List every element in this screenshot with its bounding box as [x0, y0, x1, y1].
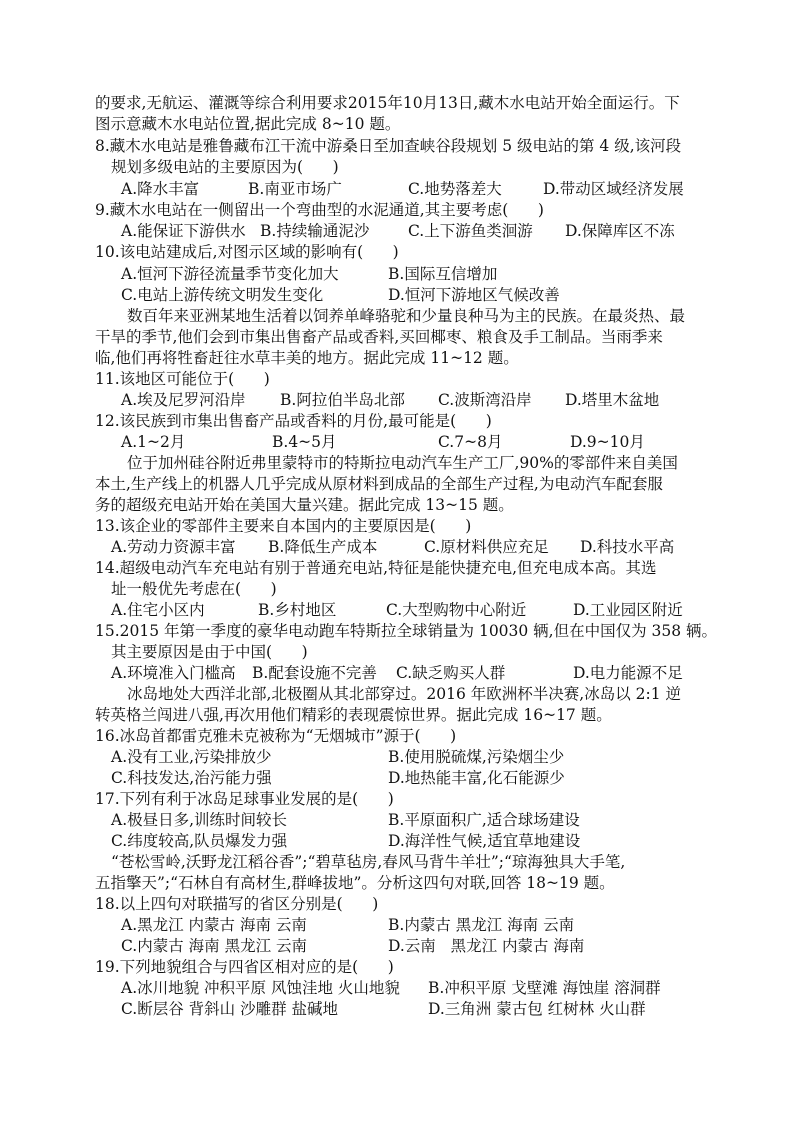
q18-option-d: D.云南 黑龙江 内蒙古 海南 [388, 937, 585, 955]
passage4-line-1: 冰岛地处大西洋北部,北极圈从其北部穿过。2016 年欧洲杯半决赛,冰岛以 2:1 逆 [127, 685, 682, 703]
q15-stem-2: 其主要原因是由于中国( ) [111, 643, 308, 661]
q10-option-c: C.电站上游传统文明发生变化 [121, 286, 324, 304]
passage3-line-1: 位于加州硅谷附近弗里蒙特市的特斯拉电动汽车生产工厂,90%的零部件来自美国 [127, 454, 678, 472]
q8-option-c: C.地势落差大 [408, 180, 502, 198]
q15-option-c: C.缺乏购买人群 [396, 664, 506, 682]
q10-option-d: D.恒河下游地区气候改善 [388, 286, 560, 304]
intro-line-1: 的要求,无航运、灌溉等综合利用要求2015年10月13日,藏木水电站开始全面运行。下 [95, 94, 680, 112]
q13-option-a: A.劳动力资源丰富 [111, 538, 236, 556]
q12-stem: 12.该民族到市集出售畜产品或香料的月份,最可能是( ) [95, 412, 492, 430]
q9-option-b: B.持续输通泥沙 [260, 222, 370, 240]
q17-option-d: D.海洋性气候,适宜草地建设 [388, 832, 581, 850]
q8-stem-1: 8.藏木水电站是雅鲁藏布江干流中游桑日至加查峡谷段规划 5 级电站的第 4 级,该河段 [95, 137, 682, 155]
q8-option-a: A.降水丰富 [121, 180, 200, 198]
q14-option-a: A.住宅小区内 [111, 601, 205, 619]
q11-option-c: C.波斯湾沿岸 [438, 391, 532, 409]
q10-option-a: A.恒河下游径流量季节变化加大 [121, 265, 339, 283]
q11-option-a: A.埃及尼罗河沿岸 [121, 391, 246, 409]
q15-option-a: A.环境准入门槛高 [111, 664, 236, 682]
q18-option-c: C.内蒙古 海南 黑龙江 云南 [121, 937, 308, 955]
q12-option-c: C.7~8月 [438, 433, 503, 451]
q17-stem: 17.下列有利于冰岛足球事业发展的是( ) [95, 790, 394, 808]
q14-stem-2: 址一般优先考虑在( ) [111, 580, 277, 598]
q15-option-b: B.配套设施不完善 [252, 664, 377, 682]
q16-option-a: A.没有工业,污染排放少 [111, 748, 272, 766]
q9-option-a: A.能保证下游供水 [121, 222, 246, 240]
passage3-line-2: 本土,生产线上的机器人几乎完成从原材料到成品的全部生产过程,为电动汽车配套服 [95, 475, 663, 493]
q8-stem-2: 规划多级电站的主要原因为( ) [111, 158, 339, 176]
q14-option-b: B.乡村地区 [258, 601, 337, 619]
passage2-line-3: 临,他们再将牲畜赶往水草丰美的地方。据此完成 11~12 题。 [95, 349, 519, 367]
q8-option-d: D.带动区域经济发展 [543, 180, 684, 198]
q17-option-c: C.纬度较高,队员爆发力强 [111, 832, 288, 850]
q8-option-b: B.南亚市场广 [248, 180, 342, 198]
q13-option-c: C.原材料供应充足 [424, 538, 549, 556]
q10-option-b: B.国际互信增加 [388, 265, 498, 283]
passage5-line-1: “苍松雪岭,沃野龙江稻谷香”;“碧草毡房,春风马背牛羊壮”;“琼海独具大手笔, [111, 853, 626, 871]
q18-option-a: A.黑龙江 内蒙古 海南 云南 [121, 916, 307, 934]
q17-option-a: A.极昼日多,训练时间较长 [111, 811, 288, 829]
q16-option-b: B.使用脱硫煤,污染烟尘少 [388, 748, 565, 766]
q14-option-c: C.大型购物中心附近 [386, 601, 527, 619]
q11-stem: 11.该地区可能位于( ) [95, 370, 270, 388]
q12-option-d: D.9~10月 [570, 433, 645, 451]
q12-option-b: B.4~5月 [272, 433, 337, 451]
q12-option-a: A.1~2月 [121, 433, 186, 451]
q10-stem: 10.该电站建成后,对图示区域的影响有( ) [95, 243, 399, 261]
q19-option-b: B.冲积平原 戈壁滩 海蚀崖 溶洞群 [428, 979, 661, 997]
q18-stem: 18.以上四句对联描写的省区分别是( ) [95, 895, 379, 913]
q14-stem-1: 14.超级电动汽车充电站有别于普通充电站,特征是能快捷充电,但充电成本高。其选 [95, 559, 657, 577]
passage4-line-2: 转英格兰闯进八强,再次用他们精彩的表现震惊世界。据此完成 16~17 题。 [95, 706, 612, 724]
q16-stem: 16.冰岛首都雷克雅未克被称为“无烟城市”源于( ) [95, 727, 457, 745]
q15-option-d: D.电力能源不足 [573, 664, 683, 682]
q13-stem: 13.该企业的零部件主要来自本国内的主要原因是( ) [95, 517, 472, 535]
q19-stem: 19.下列地貌组合与四省区相对应的是( ) [95, 958, 394, 976]
q19-option-d: D.三角洲 蒙古包 红树林 火山群 [428, 1000, 646, 1018]
q18-option-b: B.内蒙古 黑龙江 海南 云南 [388, 916, 575, 934]
passage5-line-2: 五指擎天”;“石林自有高材生,群峰拔地”。分析这四句对联,回答 18~19 题。 [95, 874, 615, 892]
q9-option-c: C.上下游鱼类洄游 [408, 222, 533, 240]
q11-option-d: D.塔里木盆地 [565, 391, 660, 409]
q17-option-b: B.平原面积广,适合球场建设 [388, 811, 580, 829]
q9-option-d: D.保障库区不冻 [565, 222, 675, 240]
q16-option-c: C.科技发达,治污能力强 [111, 769, 272, 787]
q19-option-a: A.冰川地貌 冲积平原 风蚀洼地 火山地貌 [121, 979, 400, 997]
q13-option-d: D.科技水平高 [580, 538, 675, 556]
q19-option-c: C.断层谷 背斜山 沙雕群 盐碱地 [121, 1000, 339, 1018]
q14-option-d: D.工业园区附近 [573, 601, 683, 619]
q16-option-d: D.地热能丰富,化石能源少 [388, 769, 565, 787]
q15-stem-1: 15.2015 年第一季度的豪华电动跑车特斯拉全球销量为 10030 辆,但在中国仅为 358 辆。 [95, 622, 718, 640]
q13-option-b: B.降低生产成本 [268, 538, 378, 556]
passage3-line-3: 务的超级充电站开始在美国大量兴建。据此完成 13~15 题。 [95, 496, 514, 514]
passage2-line-1: 数百年来亚洲某地生活着以饲养单峰骆驼和少量良种马为主的民族。在最炎热、最 [127, 307, 686, 325]
passage2-line-2: 干旱的季节,他们会到市集出售畜产品或香料,买回椰枣、粮食及手工制品。当雨季来 [95, 328, 663, 346]
intro-line-2: 图示意藏木水电站位置,据此完成 8~10 题。 [95, 115, 401, 133]
q11-option-b: B.阿拉伯半岛北部 [280, 391, 405, 409]
q9-stem: 9.藏木水电站在一侧留出一个弯曲型的水泥通道,其主要考虑( ) [95, 201, 544, 219]
